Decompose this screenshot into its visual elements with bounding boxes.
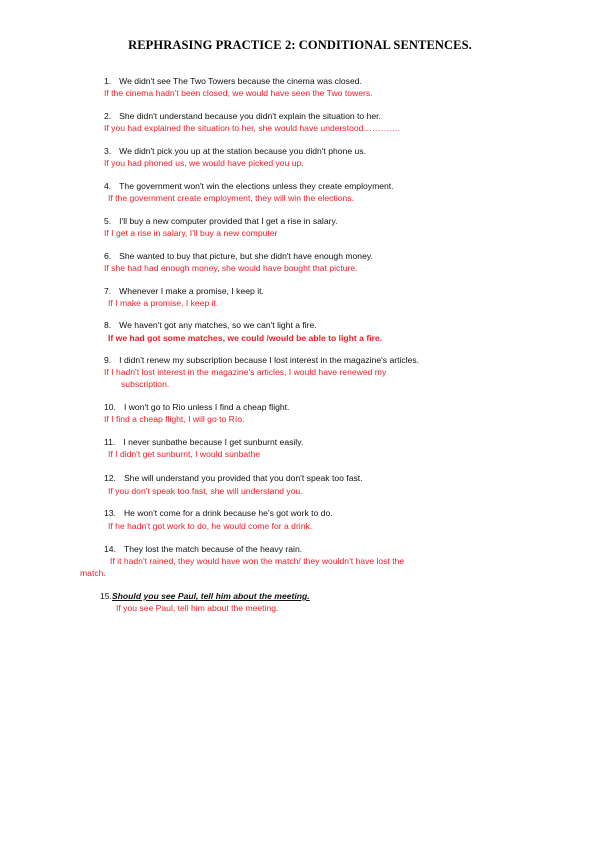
question-text: I didn't renew my subscription because I lost interest in the magazine's articles. — [119, 355, 420, 365]
question-text: We haven't got any matches, so we can't light a fire. — [119, 320, 317, 330]
answer-13: If he hadn't got work to do, he would come for a drink. — [108, 521, 313, 531]
question-number: 4. — [104, 181, 112, 191]
question-number: 7. — [104, 286, 112, 296]
answer-14: If it hadn't rained, they would have won the match/ they wouldn't have lost the — [110, 556, 405, 566]
question-text: Should you see Paul, tell him about the meeting. — [111, 591, 310, 601]
answer-1: If the cinema hadn't been closed, we would have seen the Two towers. — [104, 88, 373, 98]
answer-7: If I make a promise, I keep it. — [108, 298, 219, 308]
answer-9-continuation: subscription. — [121, 379, 170, 389]
answer-8: If we had got some matches, we could /would be able to light a fire. — [108, 333, 383, 343]
question-text: Whenever I make a promise, I keep it. — [119, 286, 264, 296]
question-3 — [104, 146, 366, 157]
answer-10: If I find a cheap flight, I will go to Río. — [104, 414, 245, 424]
question-text: We didn't pick you up at the station because you didn't phone us. — [119, 146, 366, 156]
question-1 — [104, 76, 362, 87]
page-title: REPHRASING PRACTICE 2: CONDITIONAL SENTENCES. — [128, 38, 472, 52]
question-9 — [104, 355, 419, 366]
question-15 — [100, 591, 310, 602]
question-text: She will understand you provided that you don't speak too fast. — [123, 473, 363, 483]
answer-15: If you see Paul, tell him about the meeting. — [116, 603, 279, 613]
question-text: We didn't see The Two Towers because the cinema was closed. — [119, 76, 362, 86]
question-13 — [104, 508, 333, 519]
question-2 — [104, 111, 381, 122]
question-number: 11. — [104, 437, 116, 447]
question-number: 9. — [104, 355, 112, 365]
question-number: 14. — [104, 544, 116, 554]
answer-4: If the government create employment, they will win the elections. — [108, 193, 354, 203]
question-10 — [104, 402, 289, 413]
answer-3: If you had phoned us, we would have picked you up. — [104, 158, 304, 168]
question-text: He won't come for a drink because he's got work to do. — [123, 508, 333, 518]
question-number: 15. — [100, 591, 112, 601]
question-text: She wanted to buy that picture, but she didn't have enough money. — [119, 251, 373, 261]
question-11 — [104, 437, 303, 448]
question-number: 8. — [104, 320, 112, 330]
question-text: The government won't win the elections unless they create employment. — [119, 181, 394, 191]
question-number: 3. — [104, 146, 112, 156]
question-number: 6. — [104, 251, 112, 261]
question-number: 12. — [104, 473, 116, 483]
question-8 — [104, 320, 317, 331]
question-number: 2. — [104, 111, 112, 121]
question-12 — [104, 473, 363, 484]
question-text: I never sunbathe because I get sunburnt easily. — [123, 437, 304, 447]
answer-5: If I get a rise in salary, I'll buy a new computer — [104, 228, 278, 238]
question-14 — [104, 544, 302, 555]
question-number: 13. — [104, 508, 116, 518]
question-number: 1. — [104, 76, 112, 86]
question-text: I'll buy a new computer provided that I get a rise in salary. — [119, 216, 338, 226]
answer-9: If I hadn't lost interest in the magazine's articles, I would have renewed my — [104, 367, 387, 377]
answer-14-continuation: match. — [80, 568, 106, 578]
answer-2: If you had explained the situation to her, she would have understood…………. — [104, 123, 401, 133]
question-4 — [104, 181, 394, 192]
question-7 — [104, 286, 264, 297]
question-text: I won't go to Rio unless I find a cheap flight. — [123, 402, 290, 412]
question-5 — [104, 216, 338, 227]
question-text: They lost the match because of the heavy rain. — [123, 544, 303, 554]
answer-11: If I didn't get sunburnt, I would sunbathe — [108, 449, 261, 459]
question-number: 5. — [104, 216, 112, 226]
answer-12: If you don't speak too fast, she will understand you. — [108, 486, 303, 496]
answer-6: If she had had enough money, she would have bought that picture. — [104, 263, 358, 273]
question-6 — [104, 251, 373, 262]
question-text: She didn't understand because you didn't explain the situation to her. — [119, 111, 381, 121]
question-number: 10. — [104, 402, 116, 412]
